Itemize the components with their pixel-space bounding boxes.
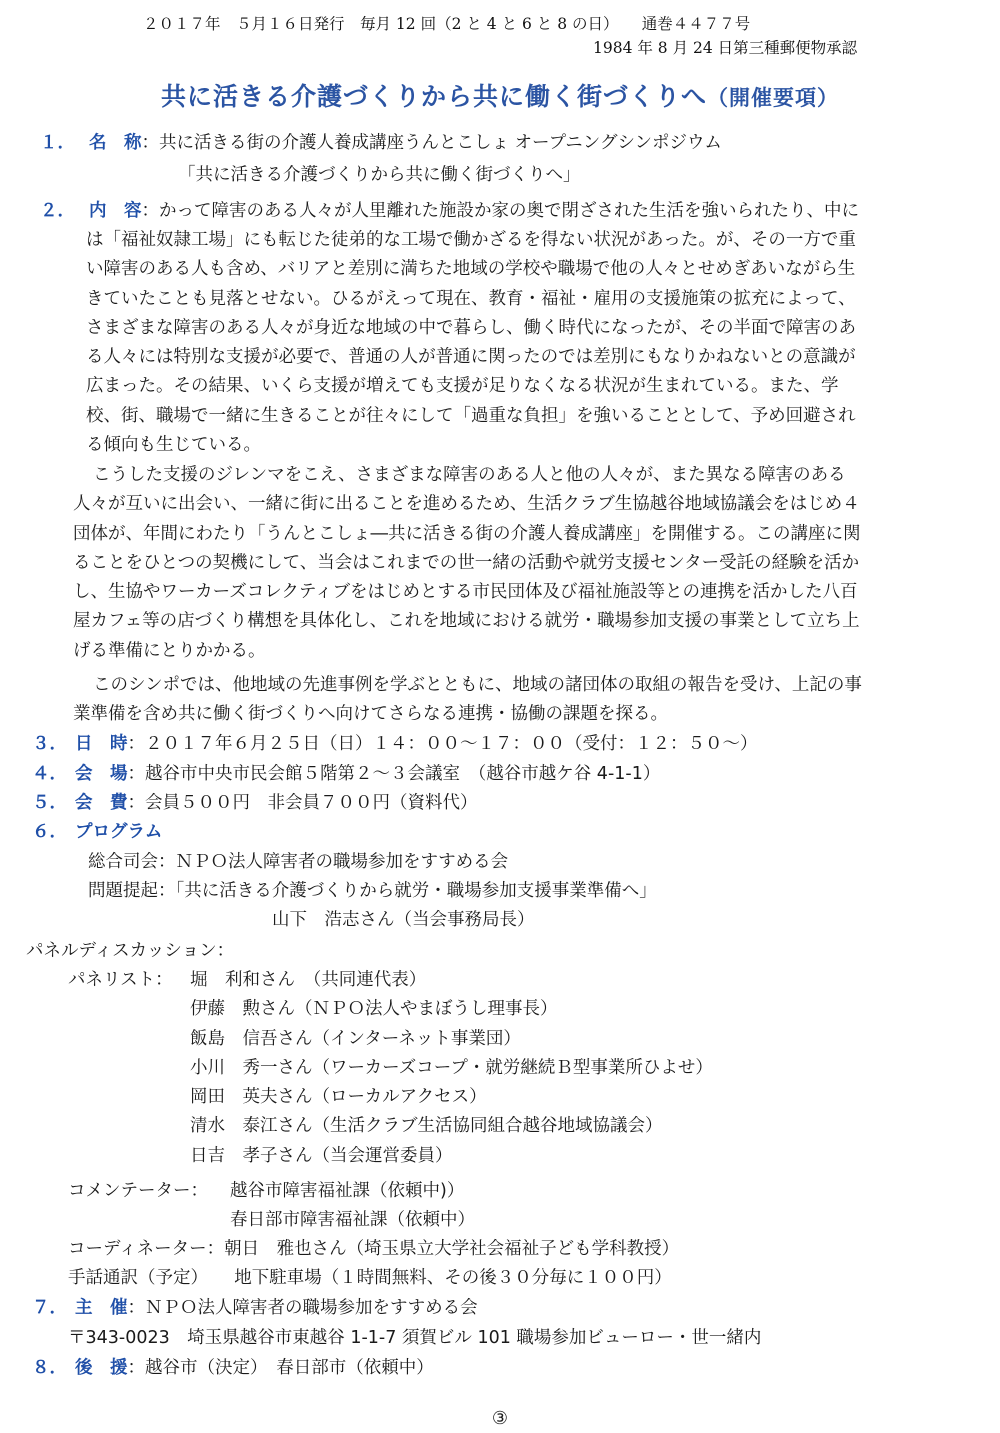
section-text: ：越谷市中央市民会館５階第２～３会議室 （越谷市越ケ谷 4-1-1） — [127, 764, 661, 784]
page-title — [0, 77, 1000, 113]
organizer-address: 〒343-0023 埼玉県越谷市東越谷 1-1-7 須賀ビル 101 職場参加ビューロー・世一緒内 — [68, 1328, 762, 1348]
section-venue — [32, 760, 660, 789]
issue-info: ２０１７年 ５月１６日発行 毎月 12 回（2 と 4 と 6 と 8 の日） 通巻４４７７号 — [143, 15, 751, 33]
content-line: 業準備を含め共に働く街づくりへ向けてさらなる連携・協働の課題を探る。 — [73, 704, 668, 725]
panelist-item: 飯島 信吾さん（インターネット事業団） — [190, 1028, 521, 1049]
content-line: る傾向も生じている。 — [86, 435, 261, 456]
sign-language-parking: 手話通訳（予定） 地下駐車場（１時間無料、その後３０分毎に１００円） — [68, 1268, 672, 1288]
section-label: プログラム — [75, 822, 163, 842]
content-line: さまざまな障害のある人々が身近な地域の中で暮らし、働く時代になったが、その半面で障害のあ — [86, 317, 856, 338]
commentator-item: 越谷市障害福祉課（依頼中)） — [230, 1181, 465, 1201]
program-issue: 問題提起：「共に活きる介護づくりから就労・職場参加支援事業準備へ」 — [88, 881, 657, 901]
content-paragraph-2 — [73, 461, 861, 666]
content-line: し、生協やワーカーズコレクティブをはじめとする市民団体及び福祉施設等との連携を活かした八百 — [73, 582, 858, 603]
section-text: ：共に活きる街の介護人養成講座うんとこしょ オープニングシンポジウム — [141, 133, 722, 153]
section-text: ：会員５００円 非会員７００円（資料代） — [127, 793, 478, 813]
content-line: ：かって障害のある人々が人里離れた施設か家の奥で閉ざされた生活を強いられたり、中に — [141, 201, 859, 221]
section-number: １． — [40, 133, 75, 153]
panelist-list — [190, 966, 713, 1171]
section-label: 日 時 — [75, 734, 128, 754]
section-label: 主 催 — [75, 1298, 128, 1318]
content-line: る人々には特別な支援が必要で、普通の人が普通に関ったのでは差別にもなりかねないとの意識が — [86, 347, 856, 368]
panel-discussion-heading: パネルディスカッション： — [26, 941, 235, 961]
section-label: 後 援 — [75, 1358, 128, 1378]
section-number: ２． — [40, 201, 75, 221]
section-program — [32, 818, 162, 847]
section-label: 名 称 — [89, 133, 142, 153]
section-number: ３． — [32, 734, 67, 754]
coordinator-line: コーディネーター：朝日 雅也さん（埼玉県立大学社会福祉子ども学科教授） — [68, 1239, 680, 1259]
content-line: 人々が互いに出会い、一緒に街に出ることを進めるため、生活クラブ生協越谷地域協議会をはじめ４ — [73, 494, 860, 515]
content-line: このシンポでは、他地域の先進事例を学ぶとともに、地域の諸団体の取組の報告を受け、上記の事 — [93, 675, 862, 695]
section-organizer — [32, 1294, 478, 1323]
commentator-label: コメンテーター： — [68, 1181, 208, 1201]
content-line: 団体が、年間にわたり「うんとこしょ―共に活きる街の介護人養成講座」を開催する。この講座に関 — [73, 523, 861, 544]
panelist-item: 小川 秀一さん（ワーカーズコープ・就労継続Ｂ型事業所ひよせ） — [190, 1057, 713, 1078]
panelist-item: 清水 泰江さん（生活クラブ生活協同組合越谷地域協議会） — [190, 1116, 663, 1137]
symposium-title: 「共に活きる介護づくりから共に働く街づくりへ」 — [178, 165, 581, 185]
section-name — [40, 129, 722, 158]
section-support — [32, 1354, 434, 1383]
page-number: ③ — [491, 1408, 509, 1429]
section-number: ７． — [32, 1298, 67, 1318]
content-line: こうした支援のジレンマをこえ、さまざまな障害のある人と他の人々が、また異なる障害のある — [93, 465, 846, 485]
section-fee — [32, 789, 478, 818]
postal-approval: 1984 年 8 月 24 日第三種郵便物承認 — [593, 39, 858, 57]
section-datetime — [32, 730, 758, 759]
content-line: は「福祉奴隷工場」にも転じた徒弟的な工場で働かざるを得ない状況があった。が、その一方で重 — [86, 230, 856, 250]
content-line: い障害のある人も含め、バリアと差別に満ちた地域の学校や職場で他の人々とせめぎあいながら生 — [86, 259, 856, 280]
section-label: 会 場 — [75, 764, 128, 784]
panelist-item: 日吉 孝子さん（当会運営委員） — [190, 1145, 453, 1166]
content-paragraph-3 — [73, 671, 862, 730]
section-content-heading — [40, 197, 859, 226]
panelist-item: 岡田 英夫さん（ローカルアクセス） — [190, 1087, 487, 1108]
section-text: ：ＮＰＯ法人障害者の職場参加をすすめる会 — [127, 1298, 478, 1318]
section-number: ８． — [32, 1358, 67, 1378]
section-label: 内 容 — [89, 201, 142, 221]
program-issue-speaker: 山下 浩志さん（当会事務局長） — [272, 910, 535, 930]
commentator-item: 春日部市障害福祉課（依頼中） — [230, 1210, 475, 1230]
section-text: ：２０１７年６月２５日（日）１４：００～１７：００（受付：１２：５０～） — [127, 734, 758, 754]
panelist-item: 伊藤 勲さん（ＮＰＯ法人やまぼうし理事長） — [190, 999, 558, 1020]
section-number: ６． — [32, 822, 67, 842]
content-line: げる準備にとりかかる。 — [73, 640, 266, 661]
section-number: ５． — [32, 793, 67, 813]
title-sub: （開催要項） — [707, 86, 839, 110]
section-label: 会 費 — [75, 793, 128, 813]
panelist-label: パネリスト： — [68, 970, 173, 990]
content-line: きていたことも見落とせない。ひるがえって現在、教育・福祉・雇用の支援施策の拡充によって、 — [86, 288, 856, 309]
program-mc: 総合司会：ＮＰＯ法人障害者の職場参加をすすめる会 — [88, 852, 509, 872]
content-line: 屋カフェ等の店づくり構想を具体化し、これを地域における就労・職場参加支援の事業として立ち上 — [73, 611, 860, 632]
content-paragraph-1 — [86, 226, 856, 460]
content-line: ることをひとつの契機にして、当会はこれまでの世一緒の活動や就労支援センター受託の経験を活か — [73, 552, 860, 573]
content-line: 校、街、職場で一緒に生きることが往々にして「過重な負担」を強いることとして、予め回避され — [86, 405, 856, 426]
content-line: 広まった。その結果、いくら支援が増えても支援が足りなくなる状況が生まれている。また、学 — [86, 376, 839, 397]
section-text: ：越谷市（決定） 春日部市（依頼中） — [127, 1358, 434, 1378]
section-number: ４． — [32, 764, 67, 784]
title-main: 共に活きる介護づくりから共に働く街づくりへ — [160, 82, 707, 111]
panelist-item: 堀 利和さん （共同連代表） — [190, 970, 427, 990]
